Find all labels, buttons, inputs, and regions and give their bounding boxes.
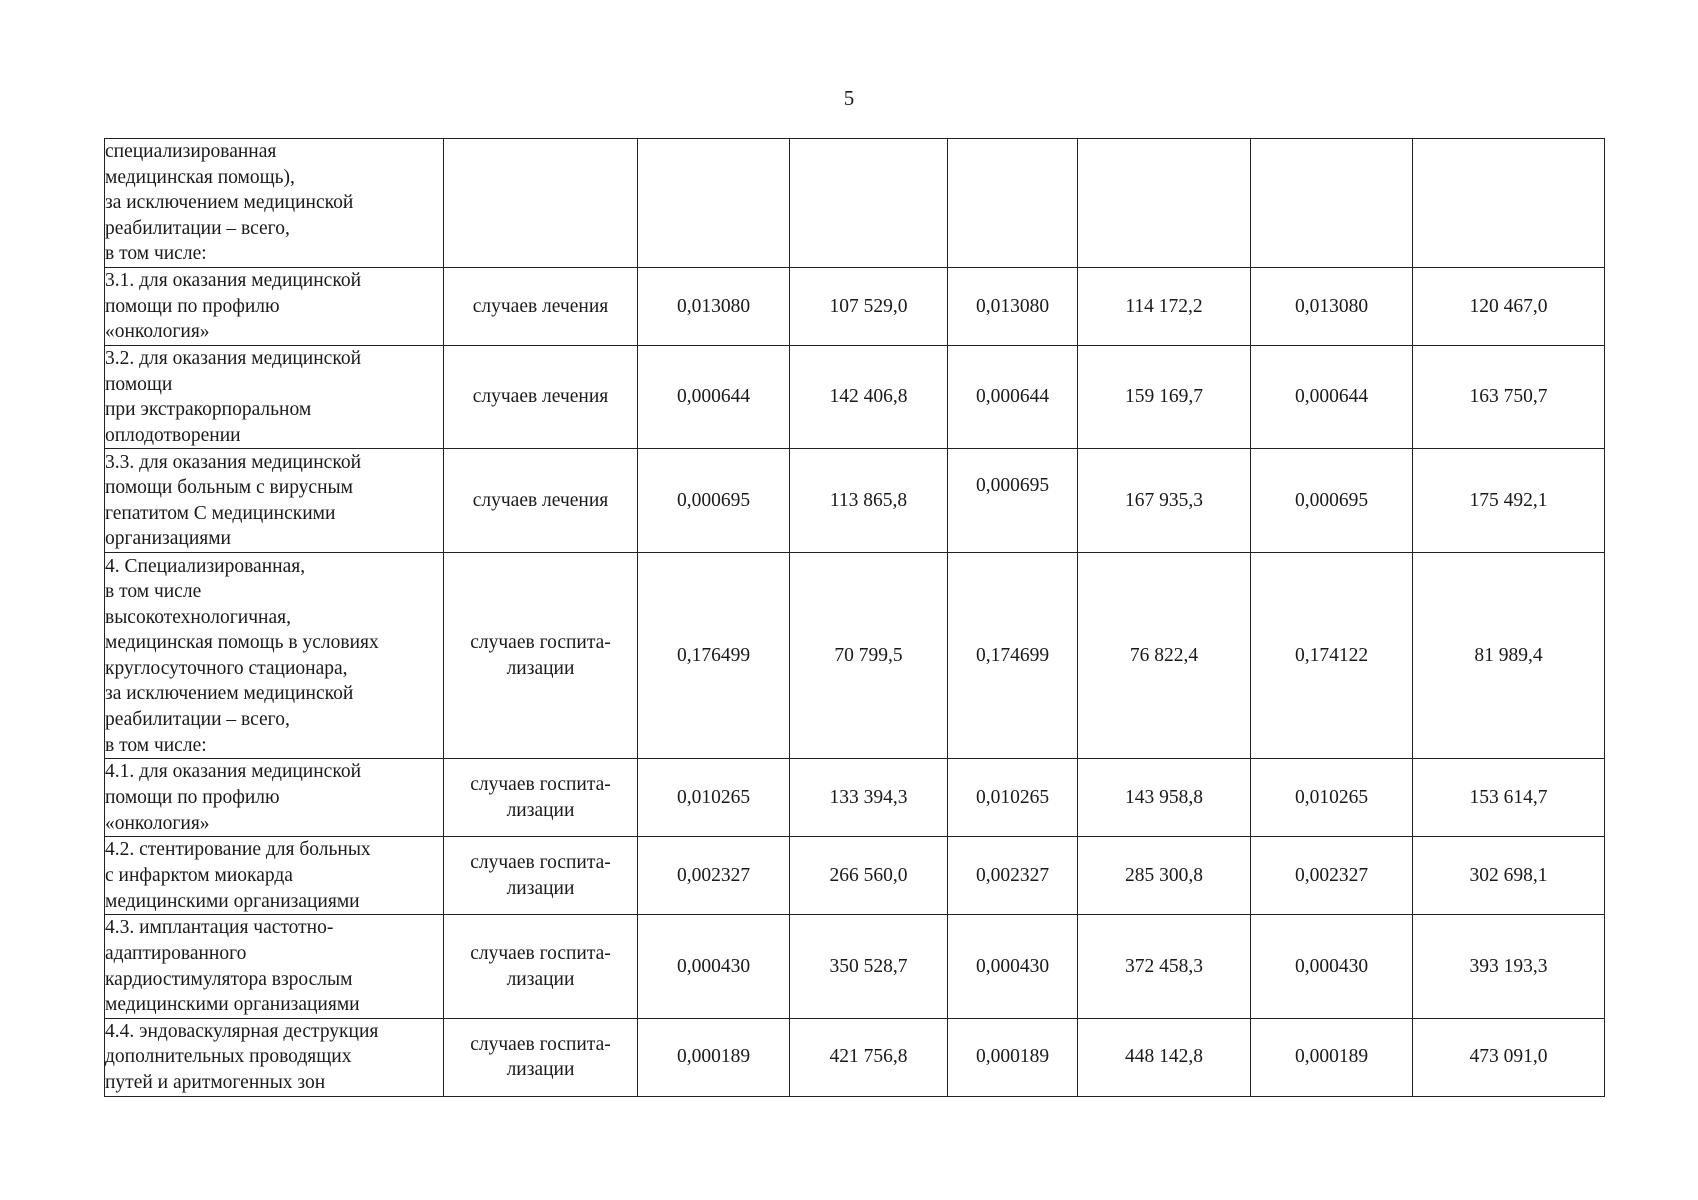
value-cell: 0,002327	[948, 837, 1078, 915]
row-name-line: 4.3. имплантация частотно-	[105, 917, 334, 939]
unit-line: случаев госпита-	[470, 942, 611, 964]
value-cell: 0,000695	[948, 449, 1078, 553]
row-name-line: 3.1. для оказания медицинской	[105, 270, 362, 292]
value-cell: 133 394,3	[790, 759, 948, 837]
table-row	[105, 837, 1605, 915]
table-row	[105, 139, 1605, 268]
unit-line: случаев госпита-	[470, 852, 611, 874]
unit-line: случаев лечения	[472, 490, 609, 512]
value-cell: 81 989,4	[1413, 553, 1605, 759]
value-cell: 0,010265	[948, 759, 1078, 837]
unit-cell	[444, 268, 638, 346]
value-cell: 0,000644	[1251, 346, 1413, 449]
unit-cell	[444, 759, 638, 837]
value-cell: 0,013080	[948, 268, 1078, 346]
row-name-line: оплодотворении	[105, 424, 241, 446]
unit-line: случаев госпита-	[470, 774, 611, 796]
value-cell: 473 091,0	[1413, 1018, 1605, 1096]
value-cell: 0,010265	[1251, 759, 1413, 837]
value-cell: 302 698,1	[1413, 837, 1605, 915]
value-cell: 0,000189	[948, 1018, 1078, 1096]
value-cell: 0,000695	[1251, 449, 1413, 553]
row-name-line: медицинскими организациями	[105, 890, 360, 912]
value-cell	[638, 139, 790, 268]
row-name-line: 3.3. для оказания медицинской	[105, 451, 362, 473]
row-name-cell	[105, 346, 444, 449]
value-cell: 175 492,1	[1413, 449, 1605, 553]
table-row	[105, 915, 1605, 1018]
row-name-cell	[105, 837, 444, 915]
unit-cell	[444, 346, 638, 449]
table-row	[105, 553, 1605, 759]
row-name-line: медицинскими организациями	[105, 994, 360, 1016]
value-cell: 120 467,0	[1413, 268, 1605, 346]
page-number: 5	[843, 86, 855, 110]
unit-line: случаев лечения	[472, 295, 609, 317]
unit-line: лизации	[506, 799, 575, 821]
value-cell: 0,174122	[1251, 553, 1413, 759]
table-row	[105, 1018, 1605, 1096]
value-cell	[1413, 139, 1605, 268]
row-name-line: помощи по профилю	[105, 295, 280, 317]
row-name-cell	[105, 553, 444, 759]
row-name-line: помощи по профилю	[105, 787, 280, 809]
value-cell: 266 560,0	[790, 837, 948, 915]
row-name-line: за исключением медицинской	[105, 683, 354, 705]
row-name-line: в том числе:	[105, 734, 207, 756]
value-cell: 142 406,8	[790, 346, 948, 449]
row-name-cell	[105, 449, 444, 553]
unit-line: лизации	[506, 657, 575, 679]
row-name-line: организациями	[105, 528, 231, 550]
row-name-line: специализированная	[105, 141, 277, 163]
value-cell: 159 169,7	[1078, 346, 1251, 449]
row-name-line: путей и аритмогенных зон	[105, 1072, 326, 1094]
value-cell: 0,013080	[638, 268, 790, 346]
row-name-line: медицинская помощь в условиях	[105, 632, 379, 654]
row-name-line: помощи больным с вирусным	[105, 477, 353, 499]
value-cell: 0,176499	[638, 553, 790, 759]
value-cell	[790, 139, 948, 268]
value-cell: 0,000189	[638, 1018, 790, 1096]
row-name-line: помощи	[105, 373, 173, 395]
unit-line: лизации	[506, 877, 575, 899]
value-cell: 0,000189	[1251, 1018, 1413, 1096]
row-name-line: 4.4. эндоваскулярная деструкция	[105, 1020, 379, 1042]
value-cell: 113 865,8	[790, 449, 948, 553]
unit-cell	[444, 449, 638, 553]
value-cell: 0,002327	[1251, 837, 1413, 915]
value-cell: 421 756,8	[790, 1018, 948, 1096]
value-cell: 448 142,8	[1078, 1018, 1251, 1096]
row-name-line: реабилитации – всего,	[105, 217, 290, 239]
table-body	[105, 139, 1605, 1097]
value-cell: 372 458,3	[1078, 915, 1251, 1018]
row-name-line: высокотехнологичная,	[105, 606, 291, 628]
value-cell: 285 300,8	[1078, 837, 1251, 915]
row-name-cell	[105, 915, 444, 1018]
value-cell: 143 958,8	[1078, 759, 1251, 837]
row-name-line: «онкология»	[105, 321, 210, 343]
row-name-cell	[105, 268, 444, 346]
value-cell: 0,010265	[638, 759, 790, 837]
unit-cell	[444, 553, 638, 759]
table-row	[105, 449, 1605, 553]
value-cell: 107 529,0	[790, 268, 948, 346]
value-cell: 0,000644	[948, 346, 1078, 449]
row-name-line: 3.2. для оказания медицинской	[105, 348, 362, 369]
row-name-line: 4.1. для оказания медицинской	[105, 761, 362, 783]
value-cell: 76 822,4	[1078, 553, 1251, 759]
table-row	[105, 759, 1605, 837]
row-name-cell	[105, 759, 444, 837]
row-name-line: кардиостимулятора взрослым	[105, 968, 353, 990]
unit-cell	[444, 1018, 638, 1096]
unit-line: случаев госпита-	[470, 1033, 611, 1055]
value-cell: 0,000430	[638, 915, 790, 1018]
value-cell: 0,000430	[1251, 915, 1413, 1018]
row-name-cell	[105, 139, 444, 268]
row-name-cell	[105, 1018, 444, 1096]
row-name-line: в том числе	[105, 581, 202, 603]
value-cell: 0,002327	[638, 837, 790, 915]
unit-cell	[444, 139, 638, 268]
row-name-line: «онкология»	[105, 812, 210, 834]
row-name-line: гепатитом С медицинскими	[105, 502, 336, 524]
value-cell: 0,000695	[638, 449, 790, 553]
row-name-line: в том числе:	[105, 243, 207, 265]
value-cell	[948, 139, 1078, 268]
data-table	[104, 138, 1605, 1097]
row-name-line: адаптированного	[105, 942, 247, 964]
row-name-line: за исключением медицинской	[105, 192, 354, 214]
unit-line: лизации	[506, 1059, 575, 1081]
value-cell: 0,174699	[948, 553, 1078, 759]
row-name-line: 4.2. стентирование для больных	[105, 839, 371, 861]
value-cell: 350 528,7	[790, 915, 948, 1018]
unit-line: случаев госпита-	[470, 632, 611, 654]
row-name-line: медицинская помощь),	[105, 166, 295, 188]
value-cell: 163 750,7	[1413, 346, 1605, 449]
row-name-line: круглосуточного стационара,	[105, 657, 348, 679]
table-row	[105, 268, 1605, 346]
unit-cell	[444, 837, 638, 915]
row-name-line: дополнительных проводящих	[105, 1046, 352, 1068]
value-cell: 167 935,3	[1078, 449, 1251, 553]
row-name-line: с инфарктом миокарда	[105, 865, 293, 887]
value-cell: 70 799,5	[790, 553, 948, 759]
unit-line: лизации	[506, 968, 575, 990]
row-name-line: реабилитации – всего,	[105, 709, 290, 731]
value-cell: 0,000430	[948, 915, 1078, 1018]
table-row	[105, 346, 1605, 449]
value-cell: 0,000644	[638, 346, 790, 449]
row-name-line: 4. Специализированная,	[105, 555, 306, 577]
row-name-line: при экстракорпоральном	[105, 399, 312, 421]
value-cell	[1251, 139, 1413, 268]
value-cell	[1078, 139, 1251, 268]
unit-cell	[444, 915, 638, 1018]
value-cell: 114 172,2	[1078, 268, 1251, 346]
value-cell: 0,013080	[1251, 268, 1413, 346]
value-cell: 153 614,7	[1413, 759, 1605, 837]
value-cell: 393 193,3	[1413, 915, 1605, 1018]
unit-line: случаев лечения	[472, 386, 609, 408]
